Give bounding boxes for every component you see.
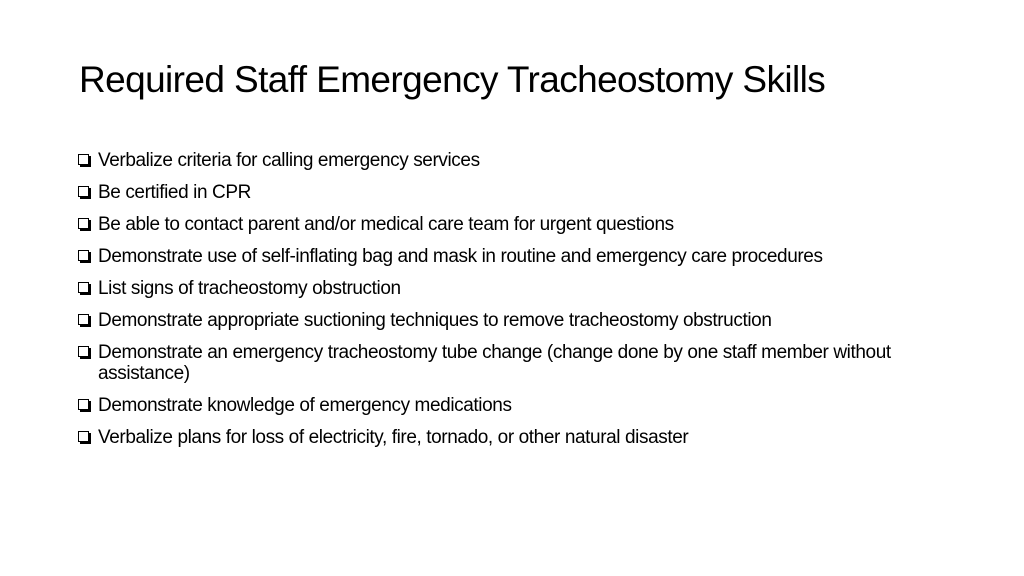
list-item xyxy=(76,427,936,448)
list-item xyxy=(76,150,936,171)
checkbox-square-icon xyxy=(78,250,89,261)
checkbox-square-icon xyxy=(78,154,89,165)
checkbox-square-icon xyxy=(78,399,89,410)
list-item-text: List signs of tracheostomy obstruction xyxy=(98,278,401,299)
slide-title: Required Staff Emergency Tracheostomy Skills xyxy=(79,59,826,100)
list-item xyxy=(76,278,936,299)
bullet-list xyxy=(76,150,936,459)
list-item xyxy=(76,395,936,416)
list-item xyxy=(76,182,936,203)
list-item-text: Demonstrate an emergency tracheostomy tube change (change done by one staff member without assistance) xyxy=(98,342,891,384)
checkbox-square-icon xyxy=(78,186,89,197)
list-item xyxy=(76,246,936,267)
list-item-text: Verbalize plans for loss of electricity, fire, tornado, or other natural disaster xyxy=(98,427,689,448)
list-item xyxy=(76,310,936,331)
list-item-text: Verbalize criteria for calling emergency services xyxy=(98,150,480,171)
list-item-text: Be certified in CPR xyxy=(98,182,251,203)
checkbox-square-icon xyxy=(78,431,89,442)
checkbox-square-icon xyxy=(78,314,89,325)
list-item-text: Demonstrate appropriate suctioning techniques to remove tracheostomy obstruction xyxy=(98,310,772,331)
checkbox-square-icon xyxy=(78,346,89,357)
list-item-text: Be able to contact parent and/or medical care team for urgent questions xyxy=(98,214,674,235)
checkbox-square-icon xyxy=(78,282,89,293)
list-item xyxy=(76,342,936,384)
checkbox-square-icon xyxy=(78,218,89,229)
list-item-text: Demonstrate use of self-inflating bag and mask in routine and emergency care procedures xyxy=(98,246,823,267)
list-item xyxy=(76,214,936,235)
list-item-text: Demonstrate knowledge of emergency medications xyxy=(98,395,512,416)
